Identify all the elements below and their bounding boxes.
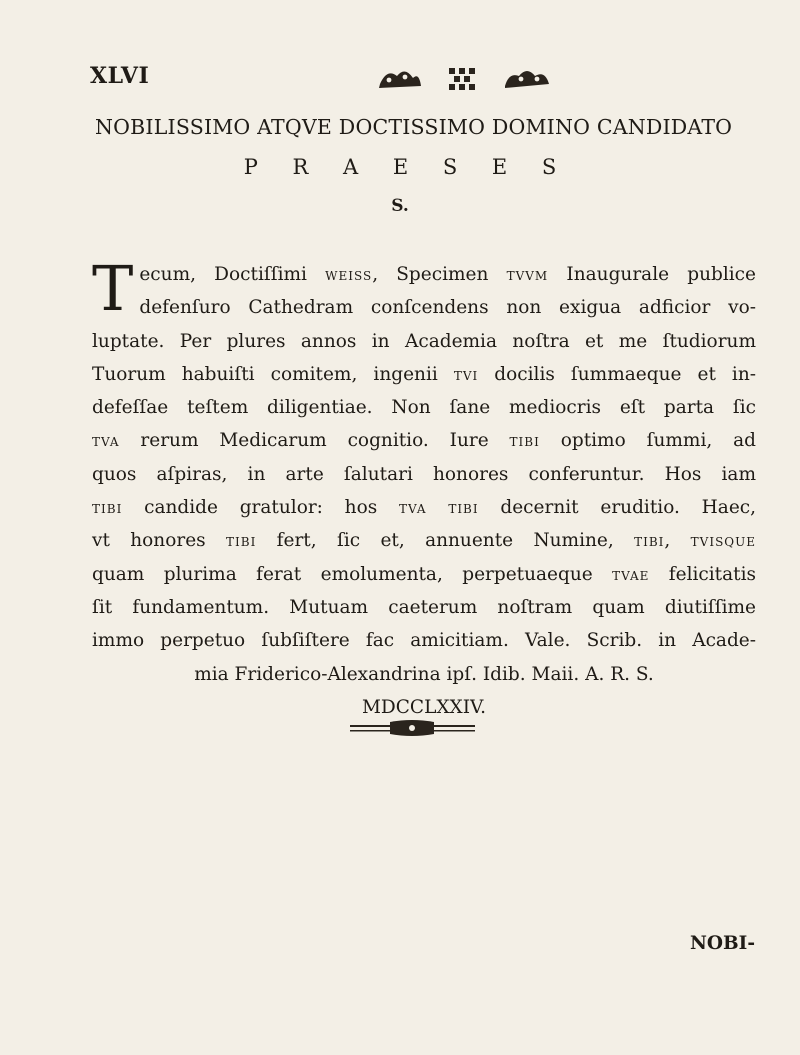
text-run: mia Friderico-Alexandrina ipſ. Idib. Maii. A. R. S.	[194, 663, 654, 685]
text-run: docilis ſummaeque et in-	[478, 363, 757, 385]
letter-line	[92, 624, 756, 657]
salutation-mark: S.	[391, 196, 409, 216]
text-run: optimo ſummi, ad	[539, 430, 756, 452]
text-run: rerum Medicarum cognitio. Iure	[119, 430, 510, 452]
text-run: felicitatis	[649, 563, 756, 585]
small-caps-word: tibi	[509, 431, 540, 451]
catchword: NOBI-	[690, 933, 755, 954]
letter-lines	[92, 252, 757, 724]
letter-line	[92, 291, 756, 324]
letter-line	[92, 325, 756, 358]
small-caps-word: tibi	[226, 531, 257, 551]
small-caps-word: tibi	[448, 498, 479, 518]
praeses-title: P R A E S E S	[243, 155, 571, 179]
small-caps-word: tvae	[612, 564, 650, 584]
small-caps-word: tibi	[92, 498, 123, 518]
small-caps-word: tibi	[634, 531, 665, 551]
small-caps-word: tvisque	[690, 531, 757, 551]
text-run: decernit eruditio. Haec,	[478, 497, 757, 519]
text-run: quam plurima ferat emolumenta, perpetuaeque	[92, 563, 613, 585]
letter-line	[92, 658, 756, 691]
text-run: defeſſae teſtem diligentiae. Non ſane mediocris eſt parta ſic	[92, 397, 756, 419]
text-run: MDCCLXXIV.	[361, 696, 487, 718]
text-run: fert, ſic et, annuente Numine,	[256, 530, 635, 552]
letter-line	[92, 458, 756, 491]
text-run: defenſuro Cathedram conſcendens non exigua adficior vo-	[139, 297, 756, 319]
text-run: vt honores	[92, 530, 226, 552]
dedication-heading: NOBILISSIMO ATQVE DOCTISSIMO DOMINO CANDIDATO	[95, 115, 733, 139]
text-run: Tuorum habuiſti comitem, ingenii	[92, 363, 454, 385]
small-caps-word: tva	[399, 498, 427, 518]
letter-line	[92, 524, 756, 557]
tailpiece-ornament-icon	[350, 720, 475, 736]
text-run: Inaugurale publice	[548, 264, 756, 285]
letter-body	[92, 252, 757, 724]
small-caps-word: tva	[92, 431, 120, 451]
small-caps-word: tvvm	[506, 265, 549, 284]
text-run: immo perpetuo ſubſiſtere fac amicitiam. Vale. Scrib. in Acade-	[92, 630, 756, 652]
text-run: ,	[664, 530, 691, 552]
text-run: , Specimen	[372, 264, 507, 285]
printer-ornament-icon	[375, 62, 555, 96]
letter-line	[92, 558, 756, 591]
letter-line	[92, 391, 756, 424]
letter-line	[92, 424, 756, 457]
text-run: ecum, Doctiſſimi	[139, 264, 326, 285]
text-run: ſit fundamentum. Mutuam caeterum noſtram quam diutiſſime	[92, 596, 756, 618]
letter-line	[92, 258, 756, 291]
text-run: candide gratulor: hos	[122, 497, 399, 519]
text-run: quos aſpiras, in arte ſalutari honores conferuntur. Hos iam	[92, 463, 756, 485]
drop-cap-initial: T	[92, 252, 134, 325]
letter-line	[92, 491, 756, 524]
letter-line	[92, 591, 756, 624]
letter-line	[92, 358, 756, 391]
small-caps-word: weiss	[325, 265, 373, 284]
text-run	[427, 497, 449, 518]
text-run: luptate. Per plures annos in Academia noſtra et me ſtudiorum	[92, 330, 756, 352]
small-caps-word: tvi	[453, 364, 479, 384]
page-number: XLVI	[90, 63, 150, 89]
